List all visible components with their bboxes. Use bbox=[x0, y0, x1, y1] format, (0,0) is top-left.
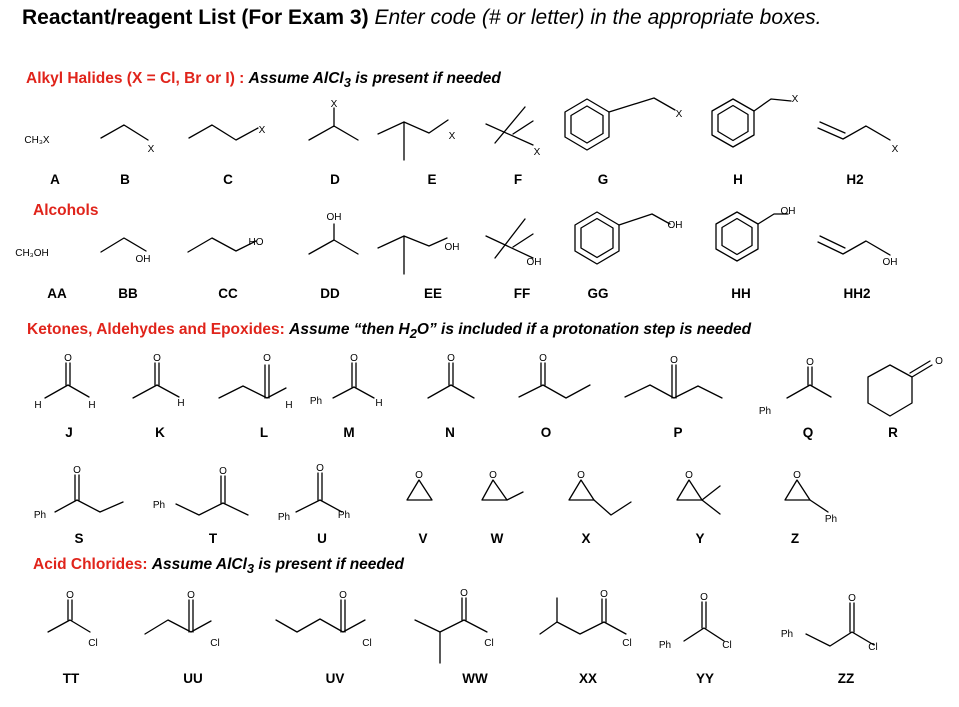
code-D: D bbox=[330, 172, 340, 187]
structure-X bbox=[569, 480, 631, 515]
atom-label-x: X bbox=[147, 144, 155, 155]
atom-label-x: X bbox=[675, 109, 683, 120]
structure-D bbox=[309, 108, 358, 140]
code-F: F bbox=[513, 172, 523, 187]
atom-label-o: O bbox=[848, 593, 856, 604]
structure-P bbox=[625, 365, 722, 398]
structure-E bbox=[378, 120, 448, 160]
structure-TT bbox=[48, 600, 90, 632]
atom-label-oh: OH bbox=[135, 254, 151, 265]
structure-EE bbox=[378, 236, 447, 274]
structure-UU bbox=[145, 600, 211, 634]
atom-label-ph: Ph bbox=[33, 510, 47, 521]
code-C: C bbox=[223, 172, 233, 187]
atom-label-o: O bbox=[489, 470, 497, 481]
atom-label-o: O bbox=[219, 466, 227, 477]
code-GG: GG bbox=[587, 286, 609, 301]
atom-label-cl: Cl bbox=[722, 640, 732, 651]
atom-label-ph: Ph bbox=[758, 406, 772, 417]
section-alcohols: Alcohols bbox=[33, 202, 99, 219]
code-UV: UV bbox=[325, 671, 345, 686]
atom-label-cl: Cl bbox=[484, 638, 494, 649]
code-L: L bbox=[259, 425, 269, 440]
atom-label-o: O bbox=[153, 353, 161, 364]
code-V: V bbox=[418, 531, 428, 546]
atom-label-o: O bbox=[350, 353, 358, 364]
structure-U bbox=[296, 473, 342, 512]
atom-label-ph: Ph bbox=[337, 510, 351, 521]
atom-label-o: O bbox=[73, 465, 81, 476]
atom-label-cl: Cl bbox=[88, 638, 98, 649]
atom-label-ch3oh: CH₃OH bbox=[15, 248, 49, 259]
atom-label-ch3x: CH₃X bbox=[24, 135, 50, 146]
structure-F bbox=[486, 107, 533, 145]
structure-CC bbox=[188, 238, 256, 252]
code-WW: WW bbox=[462, 671, 488, 686]
atom-label-h: H bbox=[34, 400, 42, 411]
structure-R bbox=[868, 361, 932, 416]
atom-label-h: H bbox=[375, 398, 383, 409]
structure-N bbox=[428, 363, 474, 398]
atom-label-ph: Ph bbox=[309, 396, 323, 407]
atom-label-ph: Ph bbox=[658, 640, 672, 651]
structure-WW bbox=[415, 598, 487, 663]
atom-label-o: O bbox=[600, 589, 608, 600]
section-ketones: Ketones, Aldehydes and Epoxides: Assume “then $H_2O$” is included if a protonation step is needed bbox=[27, 321, 752, 342]
structure-HH2 bbox=[818, 236, 890, 255]
atom-label-ho: HO bbox=[248, 237, 264, 248]
structure-UV bbox=[276, 600, 365, 632]
atom-label-o: O bbox=[187, 590, 195, 601]
structure-ZZ bbox=[806, 603, 874, 646]
code-YY: YY bbox=[695, 671, 714, 686]
code-EE: EE bbox=[423, 286, 442, 301]
atom-label-oh: OH bbox=[882, 257, 898, 268]
code-H2: H2 bbox=[846, 172, 864, 187]
atom-label-o: O bbox=[415, 470, 423, 481]
atom-label-o: O bbox=[806, 357, 814, 368]
code-K: K bbox=[155, 425, 165, 440]
atom-label-x: X bbox=[330, 99, 338, 110]
structure-T bbox=[176, 476, 248, 515]
code-HH: HH bbox=[731, 286, 751, 301]
atom-label-o: O bbox=[670, 355, 678, 366]
page-title: Reactant/reagent List (For Exam 3) Enter code (# or letter) in the appropriate boxes. bbox=[22, 6, 822, 29]
atom-label-o: O bbox=[447, 353, 455, 364]
structure-XX bbox=[540, 598, 626, 634]
code-BB: BB bbox=[118, 286, 138, 301]
structure-K bbox=[133, 363, 179, 398]
atom-label-oh: OH bbox=[667, 220, 683, 231]
code-P: P bbox=[673, 425, 683, 440]
code-N: N bbox=[445, 425, 455, 440]
atom-label-ph: Ph bbox=[152, 500, 166, 511]
code-O: O bbox=[540, 425, 552, 440]
atom-label-o: O bbox=[539, 353, 547, 364]
structure-DD bbox=[309, 224, 358, 254]
code-E: E bbox=[427, 172, 437, 187]
atom-label-ph: Ph bbox=[277, 512, 291, 523]
atom-label-x: X bbox=[258, 125, 266, 136]
atom-label-o: O bbox=[339, 590, 347, 601]
code-FF: FF bbox=[513, 286, 531, 301]
code-CC: CC bbox=[218, 286, 238, 301]
code-U: U bbox=[317, 531, 327, 546]
atom-label-o: O bbox=[935, 356, 943, 367]
section-alkyl-halides: Alkyl Halides (X = Cl, Br or I) : Assume AlCl$_3$ is present if needed bbox=[26, 70, 501, 91]
code-J: J bbox=[65, 425, 73, 440]
atom-label-h: H bbox=[177, 398, 185, 409]
code-DD: DD bbox=[320, 286, 340, 301]
structure-S bbox=[55, 475, 123, 512]
atom-label-oh: OH bbox=[780, 206, 796, 217]
code-Y: Y bbox=[695, 531, 705, 546]
structure-BB bbox=[101, 238, 146, 252]
structure-B bbox=[101, 125, 148, 140]
structure-M bbox=[333, 363, 374, 398]
structure-C bbox=[189, 125, 258, 140]
structure-GG bbox=[575, 212, 670, 264]
atom-label-x: X bbox=[533, 147, 541, 158]
atom-label-x: X bbox=[448, 131, 456, 142]
atom-label-oh: OH bbox=[526, 257, 542, 268]
code-M: M bbox=[343, 425, 355, 440]
structure-HH bbox=[716, 212, 788, 261]
code-X: X bbox=[581, 531, 591, 546]
structure-H2 bbox=[818, 122, 890, 140]
atom-label-o: O bbox=[316, 463, 324, 474]
atom-label-x: X bbox=[891, 144, 899, 155]
atom-label-o: O bbox=[793, 470, 801, 481]
atom-label-ph: Ph bbox=[780, 629, 794, 640]
atom-label-cl: Cl bbox=[362, 638, 372, 649]
code-B: B bbox=[120, 172, 130, 187]
section-acid-chlorides: Acid Chlorides: Assume AlCl$_3$ is present if needed bbox=[33, 556, 404, 577]
code-AA: AA bbox=[47, 286, 67, 301]
structure-V bbox=[407, 480, 432, 500]
structure-W bbox=[482, 480, 523, 500]
structure-G bbox=[565, 98, 675, 150]
structure-J bbox=[45, 363, 89, 398]
code-G: G bbox=[597, 172, 609, 187]
atom-label-oh: OH bbox=[326, 212, 342, 223]
atom-label-cl: Cl bbox=[210, 638, 220, 649]
atom-label-o: O bbox=[700, 592, 708, 603]
code-A: A bbox=[50, 172, 60, 187]
code-UU: UU bbox=[183, 671, 203, 686]
atom-label-ph: Ph bbox=[824, 514, 838, 525]
code-S: S bbox=[74, 531, 84, 546]
atom-label-cl: Cl bbox=[868, 642, 878, 653]
atom-label-o: O bbox=[66, 590, 74, 601]
atom-label-x: X bbox=[791, 94, 799, 105]
code-XX: XX bbox=[578, 671, 597, 686]
code-HH2: HH2 bbox=[843, 286, 871, 301]
atom-label-o: O bbox=[263, 353, 271, 364]
code-Z: Z bbox=[790, 531, 800, 546]
code-W: W bbox=[490, 531, 504, 546]
structure-H bbox=[712, 99, 791, 147]
code-R: R bbox=[888, 425, 898, 440]
atom-label-cl: Cl bbox=[622, 638, 632, 649]
structure-YY bbox=[684, 602, 724, 641]
code-Q: Q bbox=[802, 425, 814, 440]
code-H: H bbox=[733, 172, 743, 187]
atom-label-o: O bbox=[685, 470, 693, 481]
structure-Z bbox=[785, 480, 828, 512]
atom-label-h: H bbox=[88, 400, 96, 411]
atom-label-o: O bbox=[577, 470, 585, 481]
code-T: T bbox=[208, 531, 218, 546]
code-ZZ: ZZ bbox=[837, 671, 855, 686]
structure-Y bbox=[677, 480, 720, 514]
structure-FF bbox=[486, 219, 533, 258]
structure-L bbox=[219, 365, 286, 398]
structure-O bbox=[519, 363, 590, 398]
atom-label-oh: OH bbox=[444, 242, 460, 253]
atom-label-h: H bbox=[285, 400, 293, 411]
structure-Q bbox=[787, 367, 831, 398]
atom-label-o: O bbox=[64, 353, 72, 364]
code-TT: TT bbox=[62, 671, 80, 686]
atom-label-o: O bbox=[460, 588, 468, 599]
